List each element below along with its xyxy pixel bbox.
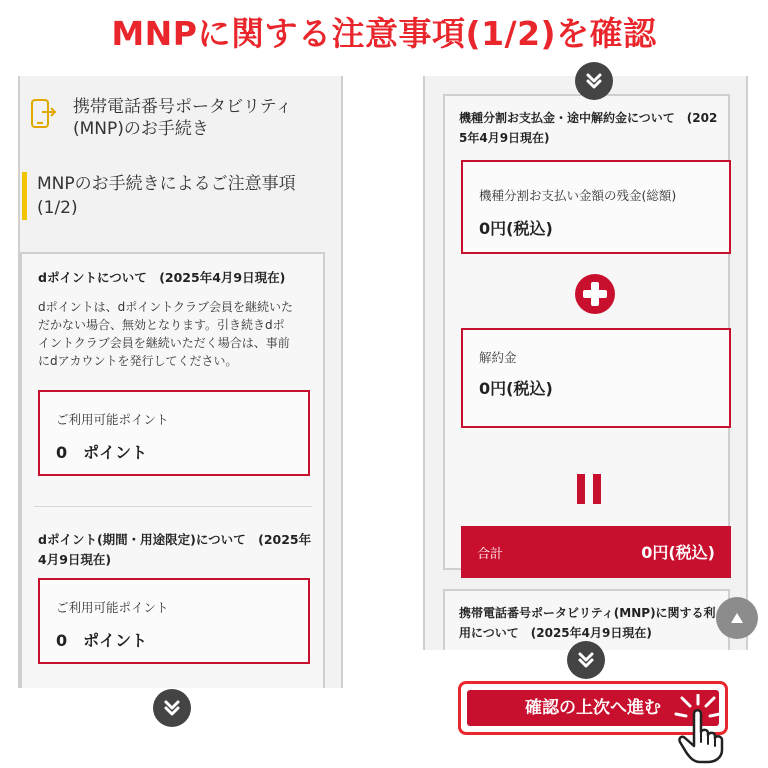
equals-icon [577,474,603,504]
desc-line: イントクラブ会員を継続いただく場合は、事前 [38,336,290,350]
desc-line: だかない場合、無効となります。引き続きdポ [38,318,285,332]
triangle-up-icon [729,611,745,625]
section-divider [34,506,312,507]
notice-card [20,252,325,688]
limited-dpoint-section-title: dポイント(期間・用途限定)について (2025年 4月9日現在) [38,532,312,567]
limited-points-value: 0 ポイント [56,631,148,650]
double-chevron-down-icon [576,650,596,670]
scroll-down-button-top[interactable] [575,62,613,100]
procedure-title-line2: (MNP)のお手続き [73,119,209,139]
total-label: 合計 [477,547,504,562]
plus-icon [575,274,615,314]
notice-title-line2: (1/2) [37,198,78,218]
limited-points-label: ご利用可能ポイント [56,600,169,615]
limited-points-box [38,578,310,664]
scroll-down-button[interactable] [153,689,191,727]
double-chevron-down-icon [162,698,182,718]
installment-balance-label: 機種分割お支払い金額の残金(総額) [479,188,677,203]
notice-title-line1: MNPのお手続きによるご注意事項 [37,174,296,194]
available-points-label: ご利用可能ポイント [56,412,169,427]
total-value: 0円(税込) [641,543,715,562]
procedure-title [28,96,333,142]
dpoint-section-title: dポイントについて (2025年4月9日現在) [38,270,286,285]
desc-line: にdアカウントを発行してください。 [38,354,238,368]
installment-balance-box [461,160,731,254]
procedure-title-line1: 携帯電話番号ポータビリティ [73,97,293,117]
installment-card [443,94,730,570]
scroll-down-button-bottom[interactable] [567,641,605,679]
cancellation-fee-label: 解約金 [479,350,517,365]
available-points-value: 0 ポイント [56,443,148,462]
cancellation-fee-box [461,328,731,428]
total-bar [461,526,731,578]
installment-balance-value: 0円(税込) [479,219,553,238]
scroll-top-button[interactable] [716,597,758,639]
cancellation-fee-value: 0円(税込) [479,379,553,398]
confirm-next-button[interactable]: 確認の上次へ進む [467,690,719,726]
phone-transfer-icon [30,98,58,130]
right-phone-screen [423,76,748,650]
headline: MNPに関する注意事項(1/2)を確認 [111,14,657,53]
mnp-usage-section-title: 携帯電話番号ポータビリティ(MNP)に関する利 用について (2025年4月9日現在) [459,606,716,640]
available-points-box [38,390,310,476]
double-chevron-down-icon [584,71,604,91]
hand-pointer-icon [668,694,726,764]
notice-title [22,172,322,220]
left-phone-screen [18,76,343,688]
desc-line: dポイントは、dポイントクラブ会員を継続いた [38,300,293,314]
installment-section-title: 機種分割お支払金・途中解約金について (202 5年4月9日現在) [459,111,718,145]
dpoint-section-desc [38,298,318,370]
